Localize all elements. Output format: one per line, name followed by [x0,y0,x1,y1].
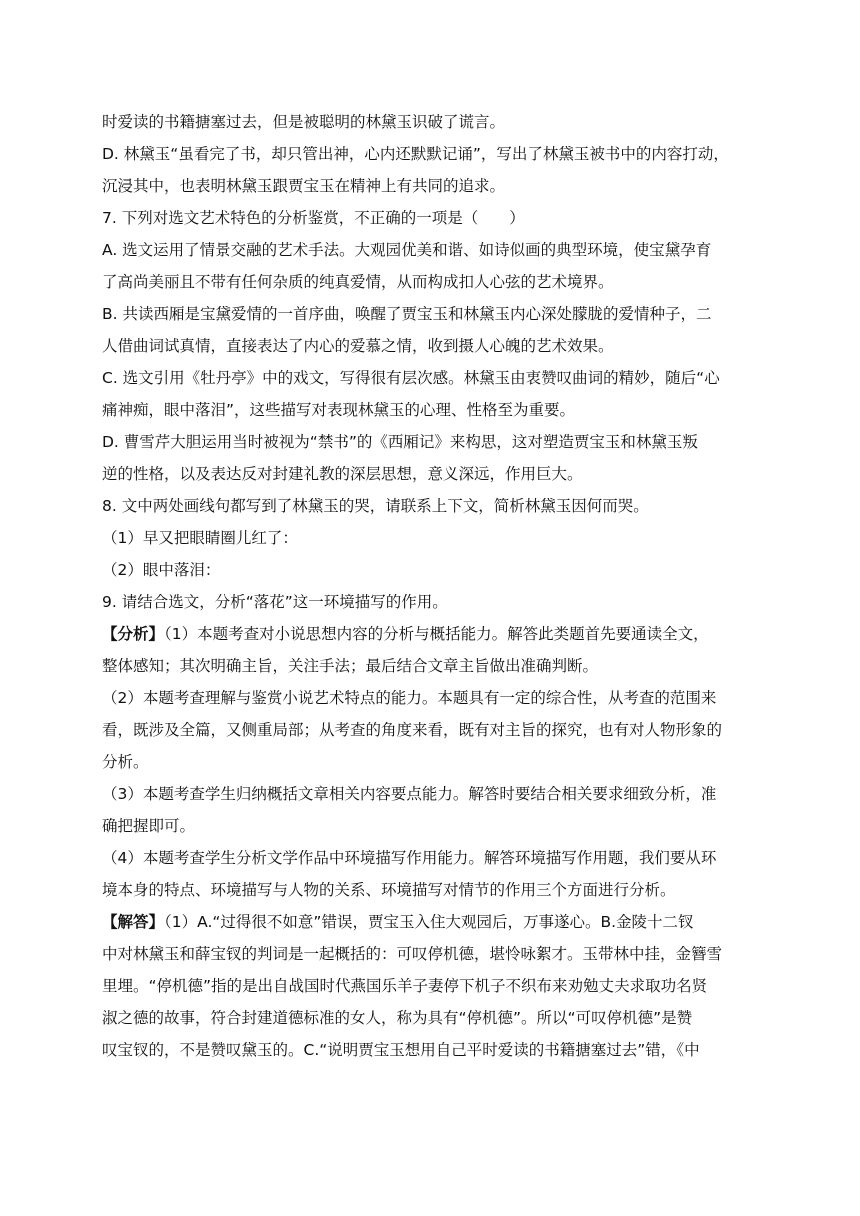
sub-question-2: （2）眼中落泪： [102,561,221,579]
text-line: 时爱读的书籍搪塞过去，但是被聪明的林黛玉识破了谎言。 [102,113,506,131]
text-line: 分析。 [102,753,149,771]
text-line: D. 林黛玉“虽看完了书，却只管出神，心内还默默记诵”，写出了林黛玉被书中的内容打动， [102,145,729,163]
text-line: 中对林黛玉和薛宝钗的判词是一起概括的：可叹停机德，堪怜咏絮才。玉带林中挂，金簪雪 [102,945,723,963]
option-a: A. 选文运用了情景交融的艺术手法。大观园优美和谐、如诗似画的典型环境，使宝黛孕育 [102,241,712,259]
answer-label: 【解答】 [102,913,165,931]
analysis-label: 【分析】 [102,625,165,643]
option-b: B. 共读西厢是宝黛爱情的一首序曲，唤醒了贾宝玉和林黛玉内心深处朦胧的爱情种子，二 [102,305,712,323]
question-7: 7. 下列对选文艺术特色的分析鉴赏，不正确的一项是（ ） [102,209,525,227]
text-line: 看，既涉及全篇，又侧重局部；从考查的角度来看，既有对主旨的探究，也有对人物形象的 [102,721,723,739]
sub-question-1: （1）早又把眼睛圈儿红了： [102,529,298,547]
analysis-text: （1）本题考查对小说思想内容的分析与概括能力。解答此类题首先要通读全文， [164,625,709,643]
text-line: 境本身的特点、环境描写与人物的关系、环境描写对情节的作用三个方面进行分析。 [102,881,676,899]
text-line: 淑之德的故事，符合封建道德标准的女人，称为具有“停机德”。所以“可叹停机德”是赞 [102,1009,693,1027]
text-line: 沉浸其中，也表明林黛玉跟贾宝玉在精神上有共同的追求。 [102,177,506,195]
text-line: 逆的性格，以及表达反对封建礼教的深层思想，意义深远，作用巨大。 [102,465,583,483]
text-line: 人借曲词试真情，直接表达了内心的爱慕之情，收到摄人心魄的艺术效果。 [102,337,614,355]
text-line: 叹宝钗的，不是赞叹黛玉的。C.“说明贾宝玉想用自己平时爱读的书籍搪塞过去”错，《中 [102,1041,700,1059]
text-line: 痛神痴，眼中落泪”，这些描写对表现林黛玉的心理、性格至为重要。 [102,401,576,419]
answer-line [102,906,742,938]
option-d: D. 曹雪芹大胆运用当时被视为“禁书”的《西厢记》来构思，这对塑造贾宝玉和林黛玉叛 [102,433,698,451]
text-line: 整体感知；其次明确主旨，关注手法；最后结合文章主旨做出准确判断。 [102,657,599,675]
document-body [102,106,742,1066]
text-line: （3）本题考查学生归纳概括文章相关内容要点能力。解答时要结合相关要求细致分析，准 [102,785,717,803]
text-line: （4）本题考查学生分析文学作品中环境描写作用能力。解答环境描写作用题，我们要从环 [102,849,717,867]
text-line: 确把握即可。 [102,817,196,835]
answer-text: （1）A.“过得很不如意”错误，贾宝玉入住大观园后，万事遂心。B.金陵十二钗 [164,913,694,931]
text-line: 里埋。“停机德”指的是出自战国时代燕国乐羊子妻停下机子不织布来劝勉丈夫求取功名贤 [102,977,708,995]
text-line: （2）本题考查理解与鉴赏小说艺术特点的能力。本题具有一定的综合性，从考查的范围来 [102,689,717,707]
question-8: 8. 文中两处画线句都写到了林黛玉的哭，请联系上下文，简析林黛玉因何而哭。 [102,497,649,515]
analysis-line [102,618,742,650]
option-c: C. 选文引用《牡丹亭》中的戏文，写得很有层次感。林黛玉由衷赞叹曲词的精妙，随后“心 [102,369,720,387]
text-line: 了高尚美丽且不带有任何杂质的纯真爱情，从而构成扣人心弦的艺术境界。 [102,273,614,291]
question-9: 9. 请结合选文，分析“落花”这一环境描写的作用。 [102,593,448,611]
